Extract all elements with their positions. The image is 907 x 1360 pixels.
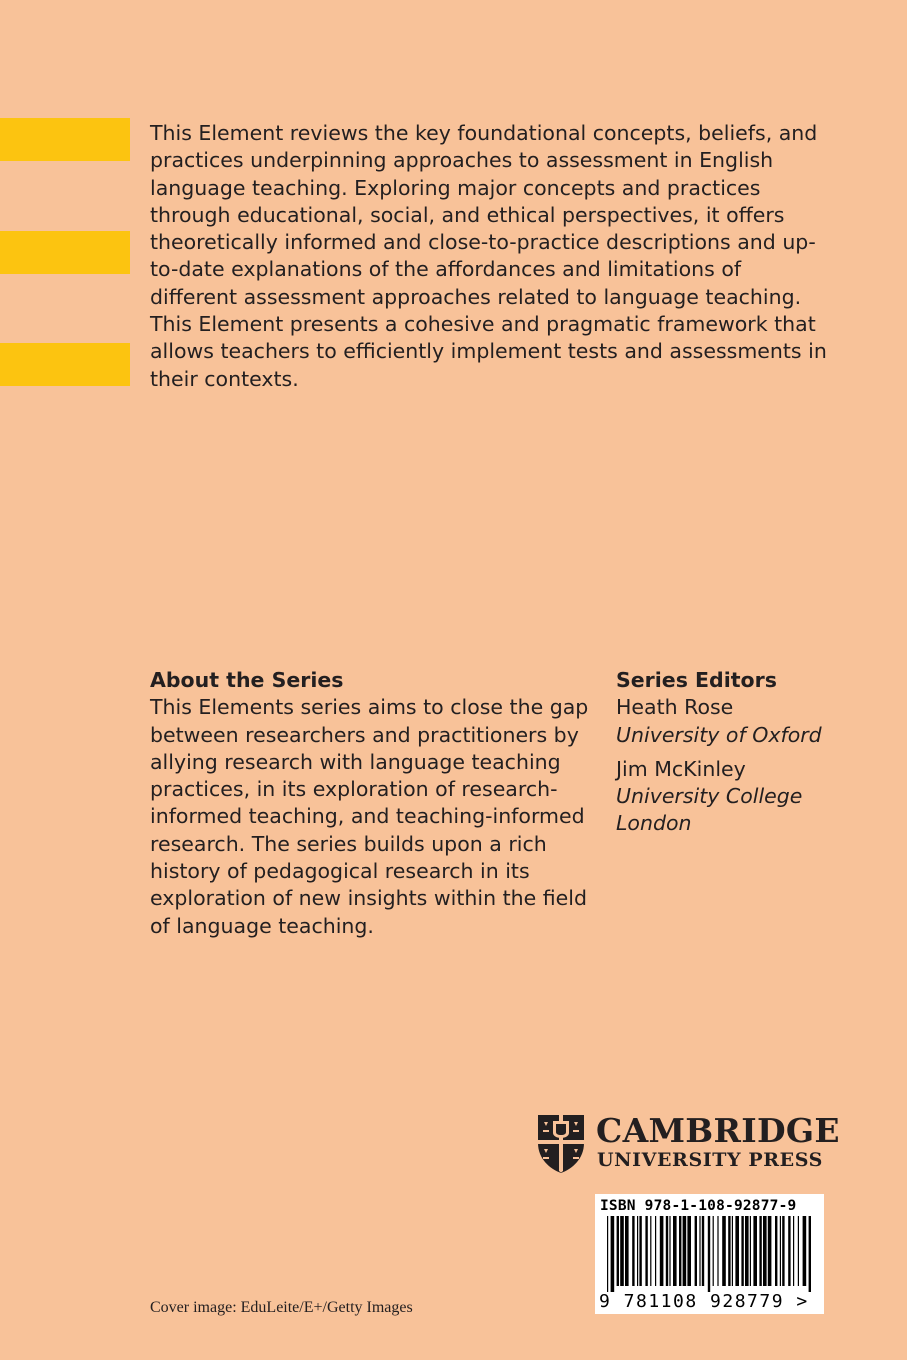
accent-bar-middle xyxy=(0,231,130,274)
series-editors xyxy=(616,667,856,838)
isbn-barcode xyxy=(595,1194,824,1314)
about-text: This Elements series aims to close the gap between researchers and practitioners by allying research with language teaching practices, in its exploration of research-informed teaching, and teaching-informed research. The series builds upon a rich history of pedagogical research in its exploration of new insights within the field of language teaching. xyxy=(150,695,589,938)
isbn-digits: 9 781108 928779 > xyxy=(599,1291,809,1312)
editor-name: Jim McKinley xyxy=(616,756,746,781)
isbn-label: ISBN 978-1-108-92877-9 xyxy=(600,1198,797,1214)
cover-credit: Cover image: EduLeite/E+/Getty Images xyxy=(150,1299,413,1316)
editor-name: Heath Rose xyxy=(616,695,734,720)
accent-bar-bottom xyxy=(0,343,130,386)
publisher-logo xyxy=(536,1111,840,1175)
about-the-series xyxy=(150,667,600,940)
barcode-bars xyxy=(605,1216,815,1292)
publisher-name: CAMBRIDGE xyxy=(596,1111,840,1150)
accent-bar-top xyxy=(0,118,130,161)
editor-entry xyxy=(616,756,856,838)
editor-affiliation: University College London xyxy=(616,784,803,836)
editor-entry xyxy=(616,694,856,749)
publisher-subname: UNIVERSITY PRESS xyxy=(597,1149,823,1171)
book-description: This Element reviews the key foundational concepts, beliefs, and practices underpinning approaches to assessment in English language teaching. Exploring major concepts and practices through educational, social, and ethical perspectives, it offers theoretically informed and close-to-practice descriptions and up-to-date explanations of the affordances and limitations of different assessment approaches related to language teaching. This Element presents a cohesive and pragmatic framework that allows teachers to efficiently implement tests and assessments in their contexts. xyxy=(150,121,827,391)
about-heading: About the Series xyxy=(150,668,344,692)
cambridge-shield-icon xyxy=(536,1113,586,1175)
editors-heading: Series Editors xyxy=(616,668,777,692)
editor-affiliation: University of Oxford xyxy=(616,722,822,747)
